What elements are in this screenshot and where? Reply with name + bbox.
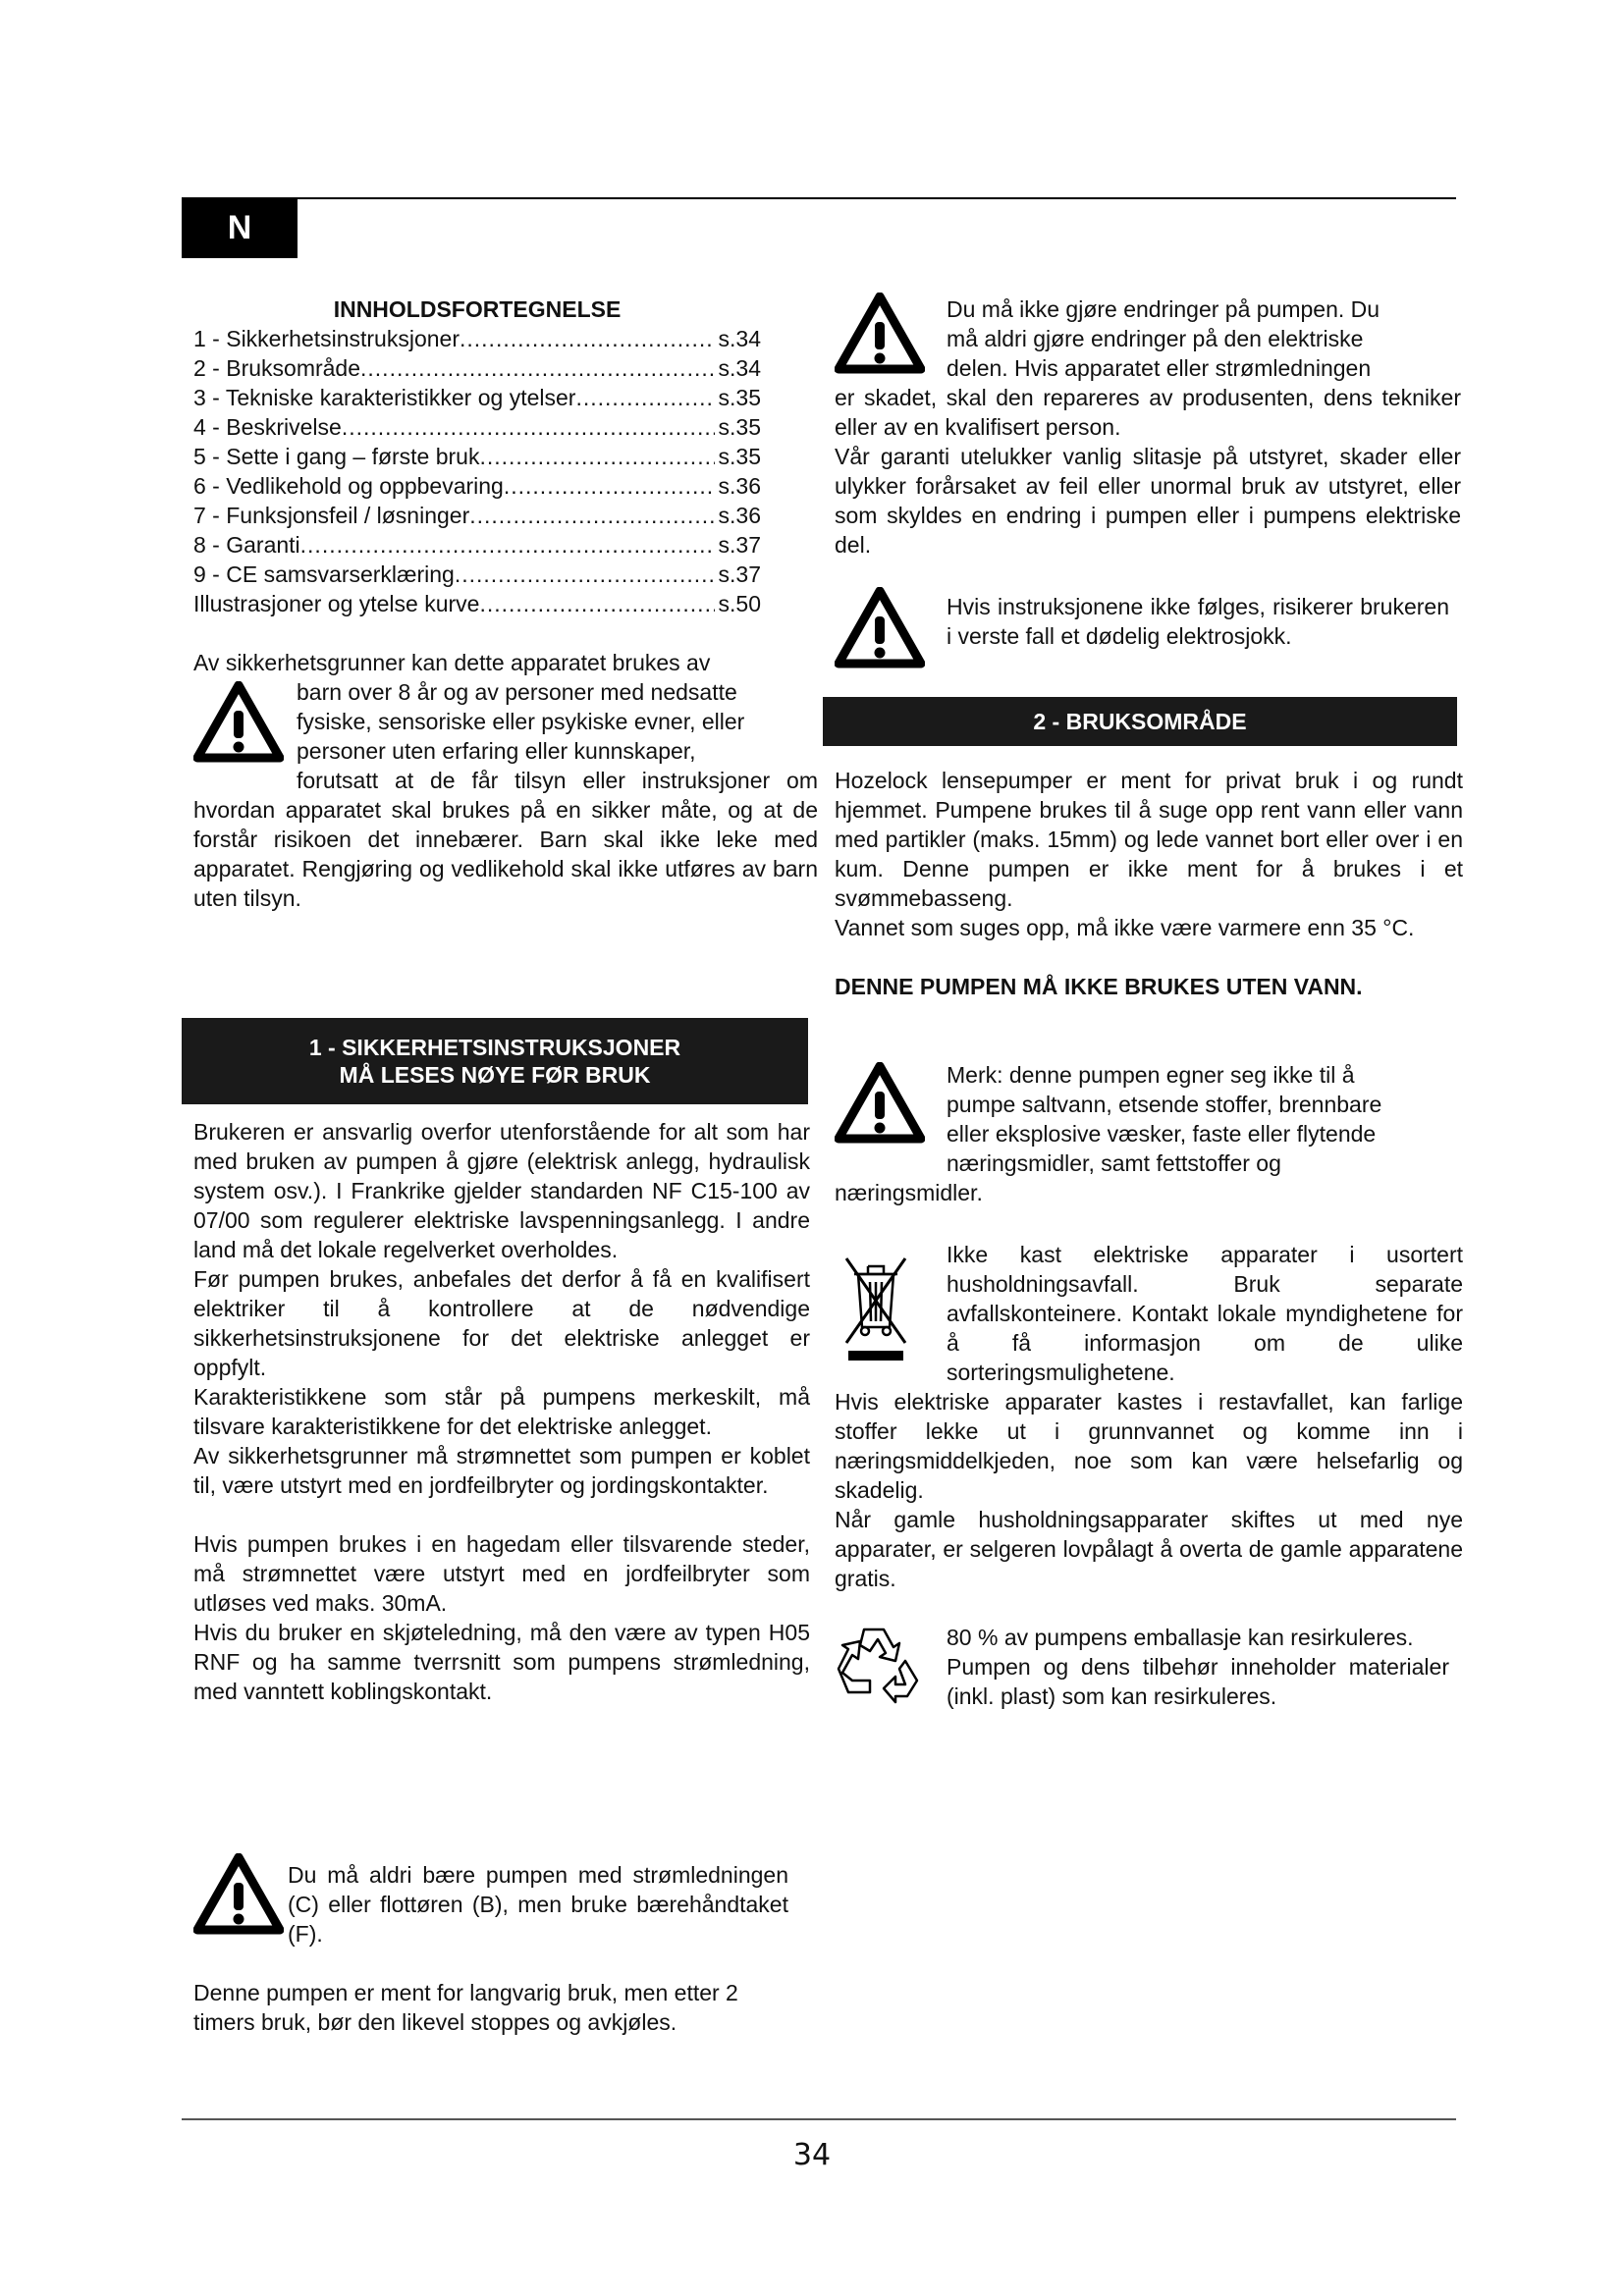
- weee-text-body: Ikke kast elektriske apparater i usortert husholdningsavfall. Bruk separate avfallskonteinere. Kontakt lokale myndighetene for å få informasjon om de ulike sorteringsmulighetene.: [947, 1242, 1463, 1385]
- weee-rest-body: Hvis elektriske apparater kastes i restavfallet, kan farlige stoffer lekke ut i grunnvannet og komme inn i næringsmiddelkjeden, noe som kan være helsefarlig og skadelig.: [835, 1389, 1463, 1503]
- paragraph: Hvis du bruker en skjøteledning, må den være av typen H05 RNF og ha samme tverrsnitt som pumpens strømledning, med vanntett koblingskontakt.: [193, 1620, 810, 1704]
- weee-bin-icon: [840, 1245, 911, 1367]
- toc-label: 8 - Garanti: [193, 532, 300, 558]
- section-2-body: [835, 766, 1463, 1001]
- section-1-subtitle: MÅ LESES NØYE FØR BRUK: [339, 1062, 651, 1088]
- warning-icon: [193, 681, 284, 769]
- children-intro: Av sikkerhetsgrunner kan dette apparatet brukes av: [193, 650, 711, 675]
- table-of-contents: [193, 294, 761, 618]
- toc-row: [193, 412, 761, 442]
- toc-leader-dots: [504, 471, 715, 501]
- children-rest: forutsatt at de får tilsyn eller instruksjoner om hvordan apparatet skal brukes på en sikker måte, og at de forstår risikoen det innebærer. Barn skal ikke leke med apparatet. Rengjøring og vedlikehold skal ikke utføres av barn uten tilsyn.: [193, 768, 818, 911]
- children-line: personer uten erfaring eller kunnskaper,: [297, 738, 696, 764]
- section-1-title: 1 - SIKKERHETSINSTRUKSJONER: [308, 1035, 681, 1060]
- paragraph: Brukeren er ansvarlig overfor utenforstående for alt som har med bruken av pumpen å gjøre (elektrisk anlegg, hydraulisk system osv.). I Frankrike gjelder standarden NF C15-100 av 07/00 som regulerer elektriske lavspenningsanlegg. I andre land må det lokale regelverket overholdes.: [193, 1119, 810, 1262]
- fatal-warning: [947, 592, 1449, 651]
- toc-row: [193, 501, 761, 530]
- carry-warning-text: Du må aldri bære pumpen med strømledningen (C) eller flottøren (B), men bruke bærehåndtaket (F).: [288, 1862, 788, 1947]
- modify-warning-rest: [835, 383, 1461, 560]
- footer-rule: [182, 2118, 1456, 2120]
- toc-title: INNHOLDSFORTEGNELSE: [333, 296, 622, 322]
- toc-row: [193, 353, 761, 383]
- children-line: fysiske, sensoriske eller psykiske evner, eller: [297, 709, 745, 734]
- toc-row: [193, 324, 761, 353]
- carry-warning: [288, 1860, 788, 1949]
- fatal-warning-text: Hvis instruksjonene ikke følges, risikerer brukeren i verste fall et dødelig elektrosjokk.: [947, 594, 1449, 649]
- appliance-replace: Når gamle husholdningsapparater skiftes ut med nye apparater, er selgeren lovpålagt å overta de gamle apparatene gratis.: [835, 1507, 1463, 1591]
- modify-line: må aldri gjøre endringer på den elektriske: [947, 326, 1364, 351]
- header-rule: [182, 197, 1456, 199]
- toc-label: 2 - Bruksområde: [193, 355, 361, 381]
- children-safety-lines: [297, 677, 799, 766]
- toc-leader-dots: [575, 383, 714, 412]
- toc-page: s.34: [718, 355, 761, 381]
- paragraph: Før pumpen brukes, anbefales det derfor å få en kvalifisert elektriker til å kontrollere at de nødvendige sikkerhetsinstruksjonene for det elektriske anlegget er oppfylt.: [193, 1266, 810, 1380]
- toc-leader-dots: [479, 589, 714, 618]
- toc-label: 7 - Funksjonsfeil / løsninger: [193, 503, 470, 528]
- toc-page: s.35: [718, 414, 761, 440]
- section-1-body: [193, 1117, 810, 1706]
- modify-line: delen. Hvis apparatet eller strømledningen: [947, 355, 1372, 381]
- note-rest: [835, 1178, 1443, 1207]
- toc-label: 5 - Sette i gang – første bruk: [193, 444, 480, 469]
- section-2-header: [823, 697, 1457, 746]
- toc-page: s.36: [718, 503, 761, 528]
- modify-warning-lines: [947, 294, 1461, 383]
- usage-note-text: Denne pumpen er ment for langvarig bruk, men etter 2 timers bruk, bør den likevel stoppes og avkjøles.: [193, 1980, 738, 2035]
- guarantee-text: Vår garanti utelukker vanlig slitasje på utstyret, skader eller ulykker forårsaket av feil eller unormal bruk av utstyret, eller som skyldes en endring i pumpen eller i pumpens elektriske del.: [835, 444, 1461, 558]
- children-safety-rest: [193, 766, 818, 913]
- toc-row: [193, 560, 761, 589]
- language-badge: N: [182, 197, 298, 258]
- toc-leader-dots: [469, 501, 714, 530]
- toc-leader-dots: [479, 442, 714, 471]
- note-line: Merk: denne pumpen egner seg ikke til å: [947, 1062, 1355, 1088]
- toc-leader-dots: [300, 530, 715, 560]
- note-line: eller eksplosive væsker, faste eller flytende: [947, 1121, 1377, 1147]
- toc-page: s.35: [718, 385, 761, 410]
- recycle-p1: 80 % av pumpens emballasje kan resirkuleres.: [947, 1625, 1414, 1650]
- children-safety-intro: [193, 648, 818, 677]
- note-line: pumpe saltvann, etsende stoffer, brennbare: [947, 1092, 1382, 1117]
- modify-rest: er skadet, skal den repareres av produsenten, dens tekniker eller av en kvalifisert person.: [835, 385, 1461, 440]
- toc-label: 1 - Sikkerhetsinstruksjoner: [193, 326, 460, 351]
- no-water-heading: DENNE PUMPEN MÅ IKKE BRUKES UTEN VANN.: [835, 974, 1363, 999]
- paragraph: Av sikkerhetsgrunner må strømnettet som pumpen er koblet til, være utstyrt med en jordfeilbryter og jordingskontakter.: [193, 1443, 810, 1498]
- note-rest-text: næringsmidler.: [835, 1180, 983, 1205]
- paragraph: Hozelock lensepumper er ment for privat bruk i og rundt hjemmet. Pumpene brukes til å suge opp rent vann eller vann med partikler (maks. 15mm) og lede vannet bort eller over i en kum. Denne pumpen er ikke ment for å brukes i et svømmebasseng.: [835, 768, 1463, 911]
- toc-page: s.34: [718, 326, 761, 351]
- page-number: 34: [792, 2138, 832, 2172]
- usage-note: [193, 1978, 802, 2037]
- modify-line: Du må ikke gjøre endringer på pumpen. Du: [947, 296, 1380, 322]
- warning-icon: [835, 293, 925, 380]
- recycle-icon: [835, 1622, 923, 1715]
- section-2-title: 2 - BRUKSOMRÅDE: [1033, 709, 1247, 734]
- toc-row: [193, 471, 761, 501]
- toc-leader-dots: [342, 412, 715, 442]
- toc-list: [193, 324, 761, 618]
- toc-label: 4 - Beskrivelse: [193, 414, 342, 440]
- toc-leader-dots: [455, 560, 715, 589]
- warning-icon: [193, 1853, 284, 1941]
- paragraph: Karakteristikkene som står på pumpens merkeskilt, må tilsvare karakteristikkene for det elektriske anlegget.: [193, 1384, 810, 1439]
- recycle-p2: Pumpen og dens tilbehør inneholder materialer (inkl. plast) som kan resirkuleres.: [947, 1654, 1449, 1709]
- children-line: barn over 8 år og av personer med nedsatte: [297, 679, 737, 705]
- toc-leader-dots: [460, 324, 715, 353]
- toc-label: 3 - Tekniske karakteristikker og ytelser: [193, 385, 576, 410]
- section-1-header: [182, 1018, 808, 1104]
- note-lines: [947, 1060, 1449, 1178]
- note-line: næringsmidler, samt fettstoffer og: [947, 1150, 1281, 1176]
- toc-page: s.37: [718, 532, 761, 558]
- toc-row: [193, 530, 761, 560]
- toc-label: 9 - CE samsvarserklæring: [193, 561, 455, 587]
- recycle-text: [947, 1623, 1449, 1711]
- toc-page: s.37: [718, 561, 761, 587]
- warning-icon: [835, 1062, 925, 1149]
- toc-label: 6 - Vedlikehold og oppbevaring: [193, 473, 504, 499]
- warning-icon: [835, 587, 925, 674]
- weee-rest: [835, 1387, 1463, 1593]
- weee-text: [947, 1240, 1463, 1387]
- toc-page: s.35: [718, 444, 761, 469]
- paragraph: Hvis pumpen brukes i en hagedam eller tilsvarende steder, må strømnettet være utstyrt med en jordfeilbryter som utløses ved maks. 30mA.: [193, 1531, 810, 1616]
- toc-page: s.50: [718, 591, 761, 616]
- toc-label: Illustrasjoner og ytelse kurve: [193, 591, 480, 616]
- toc-row: [193, 383, 761, 412]
- toc-row: [193, 442, 761, 471]
- toc-leader-dots: [360, 353, 715, 383]
- paragraph: Vannet som suges opp, må ikke være varmere enn 35 °C.: [835, 915, 1415, 940]
- toc-row: [193, 589, 761, 618]
- toc-page: s.36: [718, 473, 761, 499]
